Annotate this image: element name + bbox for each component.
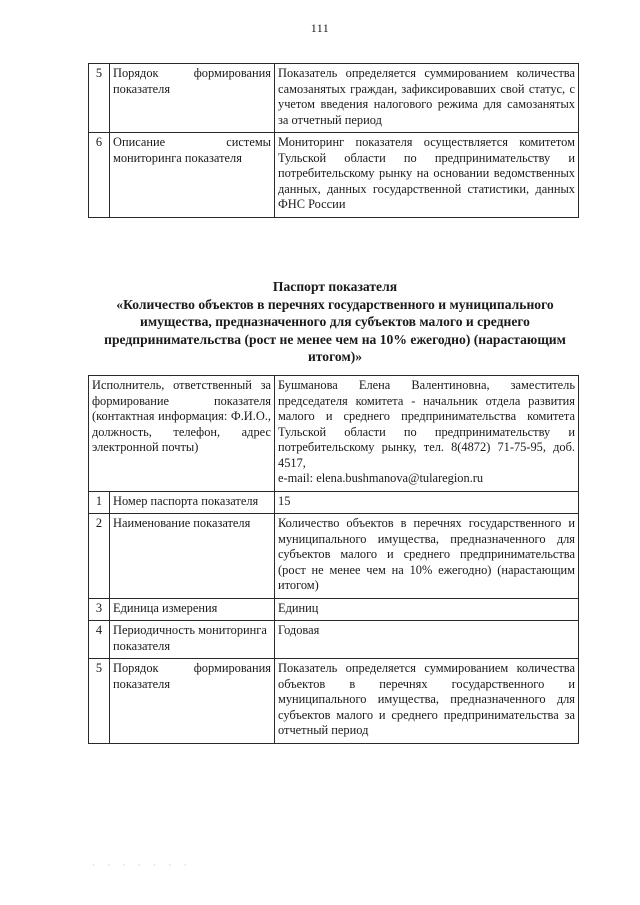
passport-title: Паспорт показателя — [272, 279, 398, 294]
table-row — [89, 491, 579, 514]
page-number: 111 — [310, 21, 330, 35]
row-number: 3 — [89, 598, 110, 621]
passport-table — [88, 375, 579, 744]
table-row — [89, 514, 579, 599]
row-label: Описание системы мониторинга показателя — [110, 133, 275, 218]
row-number: 2 — [89, 514, 110, 599]
row-label: Единица измерения — [110, 598, 275, 621]
table-row — [89, 133, 579, 218]
indicator-table-continued — [88, 63, 579, 218]
table-row — [89, 64, 579, 133]
row-number: 5 — [89, 659, 110, 744]
passport-heading — [80, 278, 590, 366]
row-label: Периодичность мониторинга показателя — [110, 621, 275, 659]
executor-row — [89, 376, 579, 492]
scan-artifact-dots: · · · · · · · — [92, 860, 192, 870]
row-value: Количество объектов в перечнях государственного и муниципального имущества, предназначенного для субъектов малого и среднего предпринимательства (рост не менее чем на 10% ежегодно) (нарастающим итогом) — [275, 514, 579, 599]
table-row — [89, 659, 579, 744]
row-label: Наименование показателя — [110, 514, 275, 599]
row-value: Единиц — [275, 598, 579, 621]
row-number: 1 — [89, 491, 110, 514]
row-number: 5 — [89, 64, 110, 133]
row-number: 4 — [89, 621, 110, 659]
row-value: Годовая — [275, 621, 579, 659]
row-label: Порядок формирования показателя — [110, 64, 275, 133]
executor-label: Исполнитель, ответственный за формирование показателя (контактная информация: Ф.И.О., должность, телефон, адрес электронной почты) — [89, 376, 275, 492]
passport-subtitle: «Количество объектов в перечнях государственного и муниципального имущества, предназначенного для субъектов малого и среднего предпринимательства (рост не менее чем на 10% ежегодно) (нарастающим итогом)» — [104, 296, 566, 364]
executor-email: e-mail: elena.bushmanova@tularegion.ru — [278, 471, 484, 485]
executor-contact — [275, 376, 579, 492]
row-label: Номер паспорта показателя — [110, 491, 275, 514]
row-value: Показатель определяется суммированием количества самозанятых граждан, зафиксировавших свой статус, с учетом введения налогового режима для самозанятых за отчетный период — [275, 64, 579, 133]
row-number: 6 — [89, 133, 110, 218]
row-value: 15 — [275, 491, 579, 514]
executor-value: Бушманова Елена Валентиновна, заместитель председателя комитета - начальник отдела развития малого и среднего предпринимательства комитета Тульской области по предпринимательству и потребительскому рынку, тел. 8(4872) 71-75-95, доб. 4517, — [278, 378, 575, 470]
row-label: Порядок формирования показателя — [110, 659, 275, 744]
table-row — [89, 621, 579, 659]
table-row — [89, 598, 579, 621]
row-value: Мониторинг показателя осуществляется комитетом Тульской области по предпринимательству и потребительскому рынку на основании ведомственных данных, данных государственной статистики, данных ФНС России — [275, 133, 579, 218]
row-value: Показатель определяется суммированием количества объектов в перечнях государственного и муниципального имущества, предназначенного для субъектов малого и среднего предпринимательства за отчетный период — [275, 659, 579, 744]
